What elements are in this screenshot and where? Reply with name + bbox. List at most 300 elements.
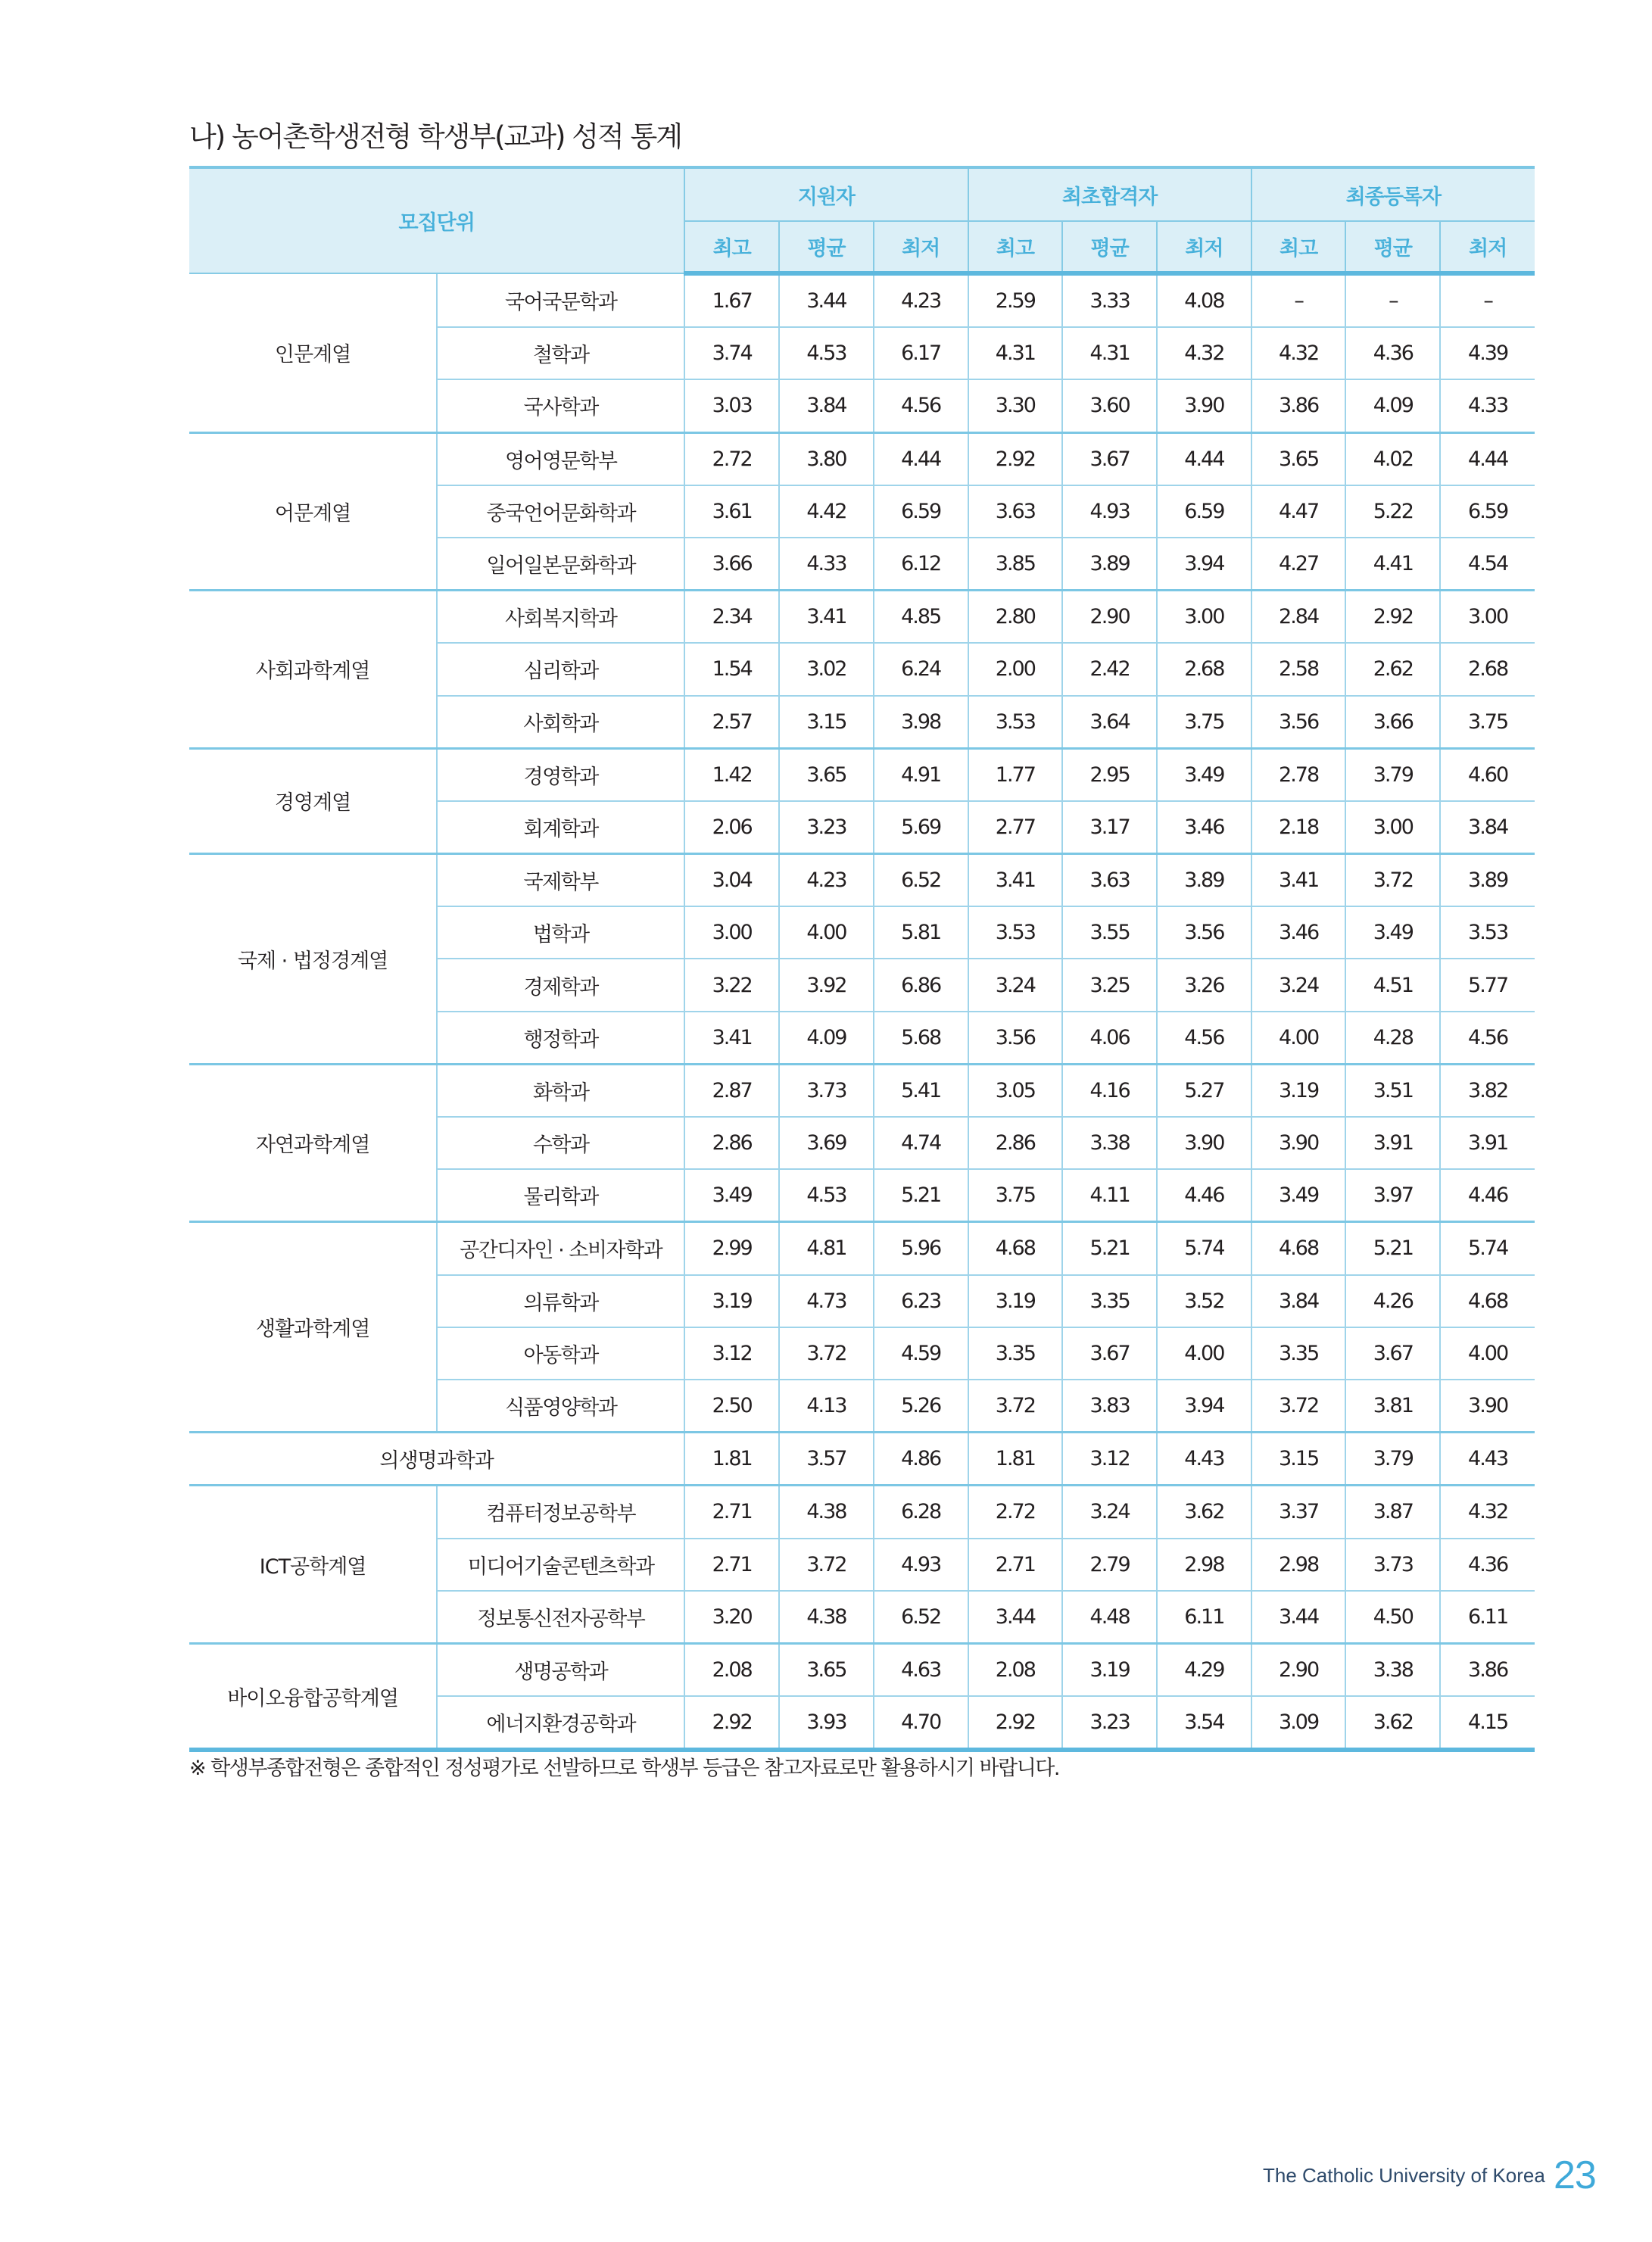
value-cell: 4.85: [874, 591, 968, 644]
value-cell: 3.72: [968, 1380, 1063, 1433]
value-cell: 5.22: [1345, 485, 1440, 538]
value-cell: 3.52: [1157, 1275, 1251, 1327]
value-cell: 3.73: [779, 1064, 874, 1117]
value-cell: 3.53: [968, 696, 1063, 749]
value-cell: 2.77: [968, 801, 1063, 854]
value-cell: 3.41: [968, 854, 1063, 907]
value-cell: 2.00: [968, 643, 1063, 695]
value-cell: 2.78: [1251, 748, 1346, 801]
value-cell: 4.00: [1440, 1327, 1535, 1380]
value-cell: 3.66: [1345, 696, 1440, 749]
value-cell: 1.54: [684, 643, 779, 695]
value-cell: 3.86: [1251, 379, 1346, 432]
value-cell: 5.26: [874, 1380, 968, 1433]
value-cell: 3.74: [684, 327, 779, 379]
header-sub-min: 최저: [1157, 221, 1251, 273]
table-row: [189, 1064, 1535, 1117]
value-cell: 1.81: [684, 1433, 779, 1486]
value-cell: 3.90: [1157, 1117, 1251, 1169]
value-cell: 3.25: [1062, 959, 1157, 1011]
value-cell: 3.26: [1157, 959, 1251, 1011]
table-row: [189, 1433, 1535, 1486]
value-cell: 4.73: [779, 1275, 874, 1327]
value-cell: 2.42: [1062, 643, 1157, 695]
value-cell: 3.65: [779, 1643, 874, 1696]
value-cell: 3.63: [1062, 854, 1157, 907]
header-recruitment-unit: 모집단위: [189, 167, 684, 273]
category-cell: 자연과학계열: [189, 1064, 437, 1222]
value-cell: 5.21: [874, 1169, 968, 1222]
value-cell: 3.24: [968, 959, 1063, 1011]
value-cell: –: [1440, 273, 1535, 327]
value-cell: 4.31: [968, 327, 1063, 379]
value-cell: 4.48: [1062, 1591, 1157, 1644]
department-cell: 중국언어문화학과: [437, 485, 684, 538]
value-cell: 6.52: [874, 1591, 968, 1644]
table-row: [189, 273, 1535, 327]
value-cell: 5.69: [874, 801, 968, 854]
value-cell: 2.57: [684, 696, 779, 749]
department-cell: 경영학과: [437, 748, 684, 801]
value-cell: 2.99: [684, 1222, 779, 1275]
value-cell: 3.73: [1345, 1539, 1440, 1591]
table-body: [189, 273, 1535, 1750]
value-cell: 2.98: [1251, 1539, 1346, 1591]
value-cell: 3.64: [1062, 696, 1157, 749]
value-cell: 3.84: [779, 379, 874, 432]
department-cell: 회계학과: [437, 801, 684, 854]
value-cell: 3.72: [1345, 854, 1440, 907]
value-cell: 2.86: [684, 1117, 779, 1169]
value-cell: 1.77: [968, 748, 1063, 801]
value-cell: 2.62: [1345, 643, 1440, 695]
value-cell: 3.04: [684, 854, 779, 907]
value-cell: 4.74: [874, 1117, 968, 1169]
value-cell: 3.23: [1062, 1696, 1157, 1750]
table-row: [189, 1643, 1535, 1696]
value-cell: 4.54: [1440, 538, 1535, 591]
header-sub-max: 최고: [684, 221, 779, 273]
value-cell: 5.68: [874, 1012, 968, 1065]
value-cell: 4.33: [779, 538, 874, 591]
value-cell: 3.44: [1251, 1591, 1346, 1644]
department-cell: 심리학과: [437, 643, 684, 695]
page-number: 23: [1554, 2153, 1596, 2197]
value-cell: 3.75: [1157, 696, 1251, 749]
department-cell: 영어영문학부: [437, 432, 684, 485]
value-cell: 3.00: [1440, 591, 1535, 644]
header-group-initial-admits: 최초합격자: [968, 167, 1251, 221]
department-cell: 의류학과: [437, 1275, 684, 1327]
value-cell: 2.87: [684, 1064, 779, 1117]
value-cell: 3.33: [1062, 273, 1157, 327]
header-sub-min: 최저: [874, 221, 968, 273]
value-cell: 3.00: [1345, 801, 1440, 854]
value-cell: 2.86: [968, 1117, 1063, 1169]
value-cell: 3.15: [1251, 1433, 1346, 1486]
value-cell: 3.15: [779, 696, 874, 749]
value-cell: 4.46: [1157, 1169, 1251, 1222]
value-cell: 2.59: [968, 273, 1063, 327]
value-cell: 4.43: [1440, 1433, 1535, 1486]
department-cell: 경제학과: [437, 959, 684, 1011]
value-cell: 3.24: [1251, 959, 1346, 1011]
value-cell: 3.89: [1062, 538, 1157, 591]
value-cell: 3.69: [779, 1117, 874, 1169]
category-cell: 사회과학계열: [189, 591, 437, 749]
value-cell: 4.53: [779, 327, 874, 379]
value-cell: 3.19: [1062, 1643, 1157, 1696]
value-cell: 4.44: [1157, 432, 1251, 485]
value-cell: 3.49: [684, 1169, 779, 1222]
value-cell: 3.51: [1345, 1064, 1440, 1117]
value-cell: 2.50: [684, 1380, 779, 1433]
value-cell: 3.19: [968, 1275, 1063, 1327]
value-cell: 2.90: [1062, 591, 1157, 644]
footer-university-name: The Catholic University of Korea: [1263, 2164, 1545, 2187]
value-cell: 3.82: [1440, 1064, 1535, 1117]
value-cell: 3.19: [684, 1275, 779, 1327]
category-cell: 인문계열: [189, 273, 437, 432]
value-cell: 3.79: [1345, 1433, 1440, 1486]
value-cell: 2.92: [968, 1696, 1063, 1750]
header-group-final-enrolled: 최종등록자: [1251, 167, 1535, 221]
value-cell: 4.38: [779, 1486, 874, 1539]
value-cell: 3.91: [1345, 1117, 1440, 1169]
value-cell: 3.67: [1062, 432, 1157, 485]
merged-unit-cell: 의생명과학과: [189, 1433, 684, 1486]
value-cell: 4.28: [1345, 1012, 1440, 1065]
value-cell: 3.41: [684, 1012, 779, 1065]
value-cell: 6.24: [874, 643, 968, 695]
department-cell: 국제학부: [437, 854, 684, 907]
header-sub-min: 최저: [1440, 221, 1535, 273]
value-cell: 3.00: [684, 906, 779, 959]
value-cell: 5.77: [1440, 959, 1535, 1011]
value-cell: 3.44: [779, 273, 874, 327]
value-cell: 3.19: [1251, 1064, 1346, 1117]
value-cell: 3.46: [1157, 801, 1251, 854]
value-cell: 2.34: [684, 591, 779, 644]
value-cell: 4.91: [874, 748, 968, 801]
table-row: [189, 432, 1535, 485]
value-cell: 3.00: [1157, 591, 1251, 644]
value-cell: 6.11: [1440, 1591, 1535, 1644]
value-cell: 2.18: [1251, 801, 1346, 854]
value-cell: 3.49: [1251, 1169, 1346, 1222]
value-cell: 4.32: [1157, 327, 1251, 379]
value-cell: 3.56: [968, 1012, 1063, 1065]
value-cell: 3.46: [1251, 906, 1346, 959]
value-cell: 4.00: [1251, 1012, 1346, 1065]
value-cell: 3.12: [1062, 1433, 1157, 1486]
value-cell: 4.63: [874, 1643, 968, 1696]
value-cell: 3.92: [779, 959, 874, 1011]
value-cell: 6.12: [874, 538, 968, 591]
value-cell: 5.74: [1157, 1222, 1251, 1275]
value-cell: 5.21: [1062, 1222, 1157, 1275]
value-cell: 4.13: [779, 1380, 874, 1433]
value-cell: 4.60: [1440, 748, 1535, 801]
value-cell: 3.38: [1345, 1643, 1440, 1696]
value-cell: 4.27: [1251, 538, 1346, 591]
value-cell: 3.61: [684, 485, 779, 538]
value-cell: 3.24: [1062, 1486, 1157, 1539]
value-cell: 4.11: [1062, 1169, 1157, 1222]
value-cell: 3.94: [1157, 1380, 1251, 1433]
value-cell: 3.63: [968, 485, 1063, 538]
table-row: [189, 1486, 1535, 1539]
value-cell: 2.08: [968, 1643, 1063, 1696]
value-cell: 4.15: [1440, 1696, 1535, 1750]
value-cell: 3.98: [874, 696, 968, 749]
value-cell: 3.23: [779, 801, 874, 854]
value-cell: 2.95: [1062, 748, 1157, 801]
value-cell: 4.68: [968, 1222, 1063, 1275]
value-cell: 3.93: [779, 1696, 874, 1750]
value-cell: 3.72: [779, 1539, 874, 1591]
value-cell: 3.60: [1062, 379, 1157, 432]
page-title: 나) 농어촌학생전형 학생부(교과) 성적 통계: [189, 120, 681, 153]
department-cell: 사회복지학과: [437, 591, 684, 644]
value-cell: 3.91: [1440, 1117, 1535, 1169]
value-cell: 6.59: [874, 485, 968, 538]
value-cell: 3.79: [1345, 748, 1440, 801]
department-cell: 에너지환경공학과: [437, 1696, 684, 1750]
value-cell: 3.35: [968, 1327, 1063, 1380]
table-row: [189, 854, 1535, 907]
value-cell: 3.65: [779, 748, 874, 801]
value-cell: 4.46: [1440, 1169, 1535, 1222]
value-cell: 2.92: [684, 1696, 779, 1750]
value-cell: 4.56: [874, 379, 968, 432]
value-cell: 3.37: [1251, 1486, 1346, 1539]
value-cell: 4.32: [1440, 1486, 1535, 1539]
value-cell: 4.08: [1157, 273, 1251, 327]
value-cell: 4.68: [1440, 1275, 1535, 1327]
value-cell: 4.51: [1345, 959, 1440, 1011]
value-cell: 4.93: [1062, 485, 1157, 538]
value-cell: 4.41: [1345, 538, 1440, 591]
value-cell: 2.90: [1251, 1643, 1346, 1696]
header-group-applicants: 지원자: [684, 167, 968, 221]
header-sub-avg: 평균: [1345, 221, 1440, 273]
header-sub-max: 최고: [1251, 221, 1346, 273]
value-cell: 2.71: [684, 1539, 779, 1591]
value-cell: 4.23: [779, 854, 874, 907]
value-cell: 3.86: [1440, 1643, 1535, 1696]
value-cell: 3.03: [684, 379, 779, 432]
value-cell: 6.17: [874, 327, 968, 379]
value-cell: 2.71: [684, 1486, 779, 1539]
value-cell: 5.96: [874, 1222, 968, 1275]
value-cell: 5.81: [874, 906, 968, 959]
value-cell: 3.54: [1157, 1696, 1251, 1750]
value-cell: 3.67: [1345, 1327, 1440, 1380]
value-cell: 4.09: [1345, 379, 1440, 432]
department-cell: 공간디자인 · 소비자학과: [437, 1222, 684, 1275]
value-cell: 5.21: [1345, 1222, 1440, 1275]
value-cell: 3.41: [1251, 854, 1346, 907]
department-cell: 화학과: [437, 1064, 684, 1117]
value-cell: 4.43: [1157, 1433, 1251, 1486]
value-cell: 2.80: [968, 591, 1063, 644]
department-cell: 사회학과: [437, 696, 684, 749]
value-cell: 4.59: [874, 1327, 968, 1380]
value-cell: 4.44: [1440, 432, 1535, 485]
department-cell: 정보통신전자공학부: [437, 1591, 684, 1644]
value-cell: 3.41: [779, 591, 874, 644]
header-sub-max: 최고: [968, 221, 1063, 273]
value-cell: 4.39: [1440, 327, 1535, 379]
value-cell: 4.47: [1251, 485, 1346, 538]
value-cell: 4.23: [874, 273, 968, 327]
value-cell: 3.65: [1251, 432, 1346, 485]
table-row: [189, 591, 1535, 644]
value-cell: 4.02: [1345, 432, 1440, 485]
value-cell: 5.74: [1440, 1222, 1535, 1275]
value-cell: 3.30: [968, 379, 1063, 432]
value-cell: 4.00: [1157, 1327, 1251, 1380]
value-cell: 3.49: [1345, 906, 1440, 959]
value-cell: 3.20: [684, 1591, 779, 1644]
value-cell: 4.70: [874, 1696, 968, 1750]
value-cell: 3.97: [1345, 1169, 1440, 1222]
value-cell: 3.72: [1251, 1380, 1346, 1433]
department-cell: 아동학과: [437, 1327, 684, 1380]
value-cell: 3.85: [968, 538, 1063, 591]
value-cell: 3.05: [968, 1064, 1063, 1117]
value-cell: 2.98: [1157, 1539, 1251, 1591]
value-cell: 2.68: [1157, 643, 1251, 695]
category-cell: 국제 · 법정경계열: [189, 854, 437, 1065]
header-sub-avg: 평균: [1062, 221, 1157, 273]
value-cell: 5.27: [1157, 1064, 1251, 1117]
value-cell: 4.93: [874, 1539, 968, 1591]
table-row: [189, 748, 1535, 801]
value-cell: 3.84: [1251, 1275, 1346, 1327]
value-cell: 6.59: [1157, 485, 1251, 538]
value-cell: 3.87: [1345, 1486, 1440, 1539]
value-cell: 3.67: [1062, 1327, 1157, 1380]
value-cell: 3.89: [1157, 854, 1251, 907]
value-cell: 3.12: [684, 1327, 779, 1380]
value-cell: 3.35: [1251, 1327, 1346, 1380]
department-cell: 일어일본문화학과: [437, 538, 684, 591]
value-cell: 3.66: [684, 538, 779, 591]
value-cell: 3.90: [1157, 379, 1251, 432]
footnote: ※ 학생부종합전형은 종합적인 정성평가로 선발하므로 학생부 등급은 참고자료로만 활용하시기 바랍니다.: [189, 1757, 1059, 1780]
value-cell: 2.84: [1251, 591, 1346, 644]
value-cell: 4.53: [779, 1169, 874, 1222]
value-cell: 4.68: [1251, 1222, 1346, 1275]
value-cell: 3.57: [779, 1433, 874, 1486]
department-cell: 생명공학과: [437, 1643, 684, 1696]
value-cell: 3.22: [684, 959, 779, 1011]
value-cell: 4.16: [1062, 1064, 1157, 1117]
header-sub-avg: 평균: [779, 221, 874, 273]
value-cell: 6.11: [1157, 1591, 1251, 1644]
value-cell: 4.36: [1440, 1539, 1535, 1591]
department-cell: 법학과: [437, 906, 684, 959]
value-cell: 1.67: [684, 273, 779, 327]
department-cell: 국어국문학과: [437, 273, 684, 327]
value-cell: 3.89: [1440, 854, 1535, 907]
value-cell: 3.02: [779, 643, 874, 695]
value-cell: 3.55: [1062, 906, 1157, 959]
category-cell: 바이오융합공학계열: [189, 1643, 437, 1750]
value-cell: 4.81: [779, 1222, 874, 1275]
category-cell: ICT공학계열: [189, 1486, 437, 1644]
value-cell: 3.62: [1345, 1696, 1440, 1750]
value-cell: 2.58: [1251, 643, 1346, 695]
value-cell: 4.56: [1440, 1012, 1535, 1065]
value-cell: 3.84: [1440, 801, 1535, 854]
value-cell: 2.72: [968, 1486, 1063, 1539]
value-cell: 3.90: [1251, 1117, 1346, 1169]
value-cell: 3.75: [968, 1169, 1063, 1222]
value-cell: 3.72: [779, 1327, 874, 1380]
value-cell: 2.71: [968, 1539, 1063, 1591]
value-cell: 2.08: [684, 1643, 779, 1696]
table-row: [189, 1222, 1535, 1275]
category-cell: 생활과학계열: [189, 1222, 437, 1433]
value-cell: 2.06: [684, 801, 779, 854]
value-cell: 4.32: [1251, 327, 1346, 379]
value-cell: 3.94: [1157, 538, 1251, 591]
grade-statistics-table: [189, 166, 1535, 1752]
value-cell: 3.80: [779, 432, 874, 485]
value-cell: 4.38: [779, 1591, 874, 1644]
value-cell: 6.86: [874, 959, 968, 1011]
value-cell: 4.86: [874, 1433, 968, 1486]
value-cell: 3.81: [1345, 1380, 1440, 1433]
department-cell: 철학과: [437, 327, 684, 379]
value-cell: 1.42: [684, 748, 779, 801]
value-cell: 4.50: [1345, 1591, 1440, 1644]
value-cell: 3.09: [1251, 1696, 1346, 1750]
value-cell: 3.53: [1440, 906, 1535, 959]
value-cell: 4.56: [1157, 1012, 1251, 1065]
value-cell: 4.29: [1157, 1643, 1251, 1696]
department-cell: 식품영양학과: [437, 1380, 684, 1433]
department-cell: 행정학과: [437, 1012, 684, 1065]
value-cell: 3.38: [1062, 1117, 1157, 1169]
value-cell: 3.56: [1157, 906, 1251, 959]
department-cell: 미디어기술콘텐츠학과: [437, 1539, 684, 1591]
value-cell: 4.44: [874, 432, 968, 485]
department-cell: 수학과: [437, 1117, 684, 1169]
value-cell: 2.92: [968, 432, 1063, 485]
value-cell: 4.33: [1440, 379, 1535, 432]
category-cell: 어문계열: [189, 432, 437, 591]
value-cell: 4.00: [779, 906, 874, 959]
value-cell: 4.31: [1062, 327, 1157, 379]
department-cell: 물리학과: [437, 1169, 684, 1222]
value-cell: 6.59: [1440, 485, 1535, 538]
value-cell: 4.26: [1345, 1275, 1440, 1327]
value-cell: –: [1251, 273, 1346, 327]
value-cell: 6.28: [874, 1486, 968, 1539]
department-cell: 컴퓨터정보공학부: [437, 1486, 684, 1539]
value-cell: –: [1345, 273, 1440, 327]
department-cell: 국사학과: [437, 379, 684, 432]
value-cell: 3.56: [1251, 696, 1346, 749]
value-cell: 4.06: [1062, 1012, 1157, 1065]
value-cell: 2.72: [684, 432, 779, 485]
value-cell: 3.44: [968, 1591, 1063, 1644]
value-cell: 6.52: [874, 854, 968, 907]
